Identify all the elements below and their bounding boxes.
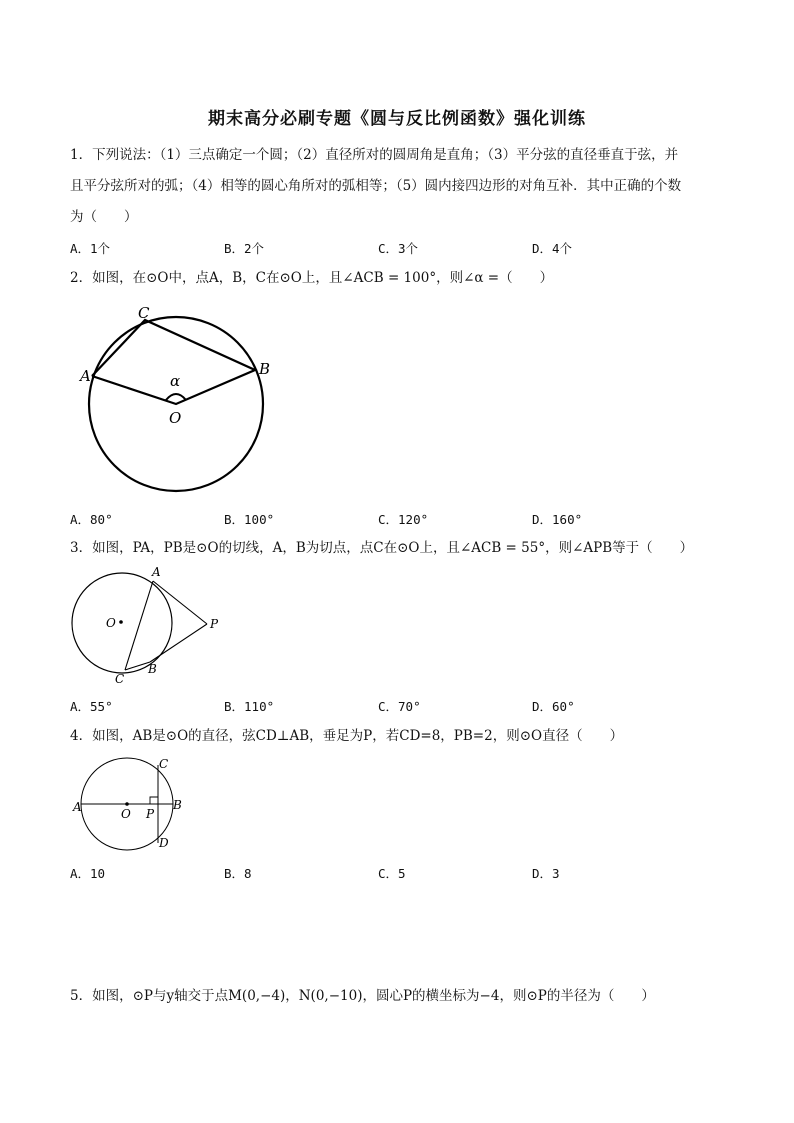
question-1: [70, 140, 730, 233]
option-b[interactable]: B．100°: [224, 512, 275, 527]
question-1-line-2: 且平分弦所对的弧；（4）相等的圆心角所对的弧相等；（5）圆内接四边形的对角互补．其中正确的个数: [70, 178, 682, 194]
chord-polyline: [92, 320, 255, 404]
label-o: O: [169, 409, 182, 427]
option-c[interactable]: C．3个: [378, 241, 419, 256]
angle-alpha-arc: [166, 394, 186, 400]
label-a: A: [73, 800, 82, 814]
option-a[interactable]: A．1个: [70, 241, 111, 256]
option-d[interactable]: D．160°: [532, 512, 583, 527]
question-2-figure: [72, 298, 272, 498]
label-a: A: [80, 367, 91, 385]
center-dot: [125, 802, 129, 806]
option-b[interactable]: B．8: [224, 866, 252, 881]
option-c[interactable]: C．70°: [378, 699, 421, 714]
label-b: B: [259, 360, 271, 378]
label-alpha: α: [170, 372, 181, 390]
label-p: P: [210, 617, 219, 631]
right-angle-mark: [150, 797, 158, 804]
chord-cb: [125, 662, 150, 670]
question-2: 2．如图，在⊙O中，点A，B，C在⊙O上，且∠ACB = 100°，则∠α =（ ）: [70, 270, 554, 286]
label-a: A: [152, 565, 161, 579]
question-5: 5．如图，⊙P与y轴交于点M(0,−4)，N(0,−10)，圆心P的横坐标为−4，则⊙P的半径为（ ）: [70, 988, 655, 1004]
page-title: 期末高分必刷专题《圆与反比例函数》强化训练: [208, 109, 586, 129]
option-a[interactable]: A．80°: [70, 512, 113, 527]
option-a[interactable]: A．55°: [70, 699, 113, 714]
question-3-figure: [70, 563, 230, 688]
question-1-line-1: 1．下列说法：（1）三点确定一个圆；（2）直径所对的圆周角是直角；（3）平分弦的直径垂直于弦，并: [70, 147, 679, 163]
label-c: C: [115, 672, 125, 686]
option-d[interactable]: D．3: [532, 866, 560, 881]
option-b[interactable]: B．2个: [224, 241, 265, 256]
label-c: C: [138, 304, 150, 322]
label-c: C: [159, 757, 169, 771]
label-o: O: [121, 807, 131, 821]
label-p: P: [146, 807, 155, 821]
label-d: D: [159, 836, 169, 850]
option-c[interactable]: C．120°: [378, 512, 429, 527]
chord-ac: [125, 581, 153, 670]
option-a[interactable]: A．10: [70, 866, 106, 881]
option-d[interactable]: D．4个: [532, 241, 573, 256]
tangent-pa: [153, 581, 207, 624]
option-b[interactable]: B．110°: [224, 699, 275, 714]
label-b: B: [148, 662, 157, 676]
option-c[interactable]: C．5: [378, 866, 406, 881]
question-1-line-3: 为（ ）: [70, 209, 138, 225]
question-4: 4．如图，AB是⊙O的直径，弦CD⊥AB，垂足为P，若CD=8，PB=2，则⊙O直径（ ）: [70, 728, 624, 744]
question-4-figure: [70, 752, 190, 857]
option-d[interactable]: D．60°: [532, 699, 575, 714]
center-dot: [119, 620, 123, 624]
label-o: O: [106, 616, 116, 630]
tangent-pb: [150, 624, 207, 662]
question-3: 3．如图，PA，PB是⊙O的切线，A，B为切点，点C在⊙O上，且∠ACB = 55°，则∠APB等于（ ）: [70, 540, 694, 556]
label-b: B: [173, 798, 182, 812]
